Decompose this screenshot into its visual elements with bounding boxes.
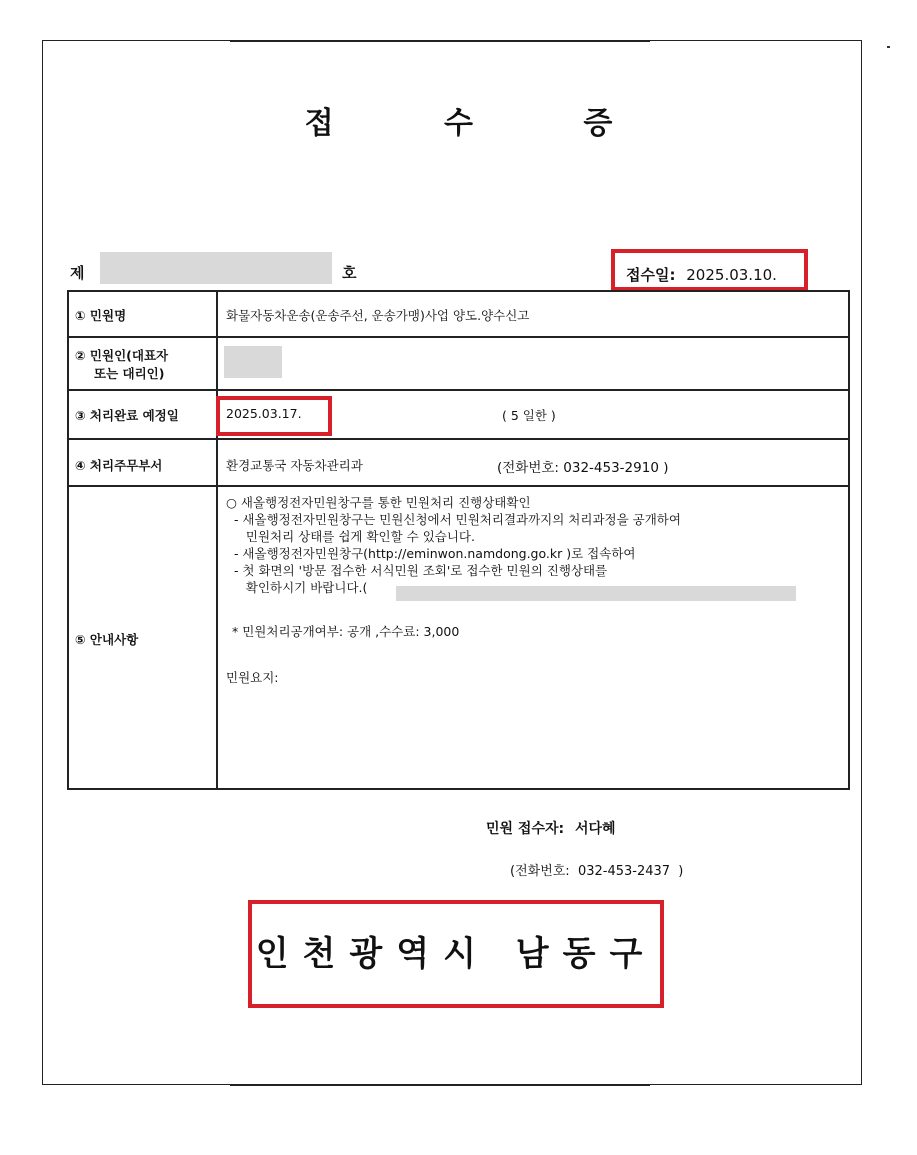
row-divider: [67, 389, 850, 391]
notice-line: - 새올행정전자민원창구(http://eminwon.namdong.go.kr )로 접속하여: [226, 546, 636, 561]
notice-line: - 첫 화면의 '방문 접수한 서식민원 조회'로 접수한 민원의 진행상태를: [226, 563, 608, 578]
notice-line: 민원처리 상태를 쉽게 확인할 수 있습니다.: [226, 529, 475, 544]
redacted-notice-id: [396, 586, 796, 601]
receiver: [486, 818, 616, 838]
complaint-name-value: 화물자동차운송(운송주선, 운송가맹)사업 양도.양수신고: [226, 308, 530, 323]
top-edge-line: [230, 40, 650, 42]
row-label-notice: ⑤ 안내사항: [75, 632, 139, 647]
issuing-office-stamp: 인천광역시 남동구: [248, 900, 664, 1008]
notice-line: - 새올행정전자민원창구는 민원신청에서 민원처리결과까지의 처리과정을 공개하여: [226, 512, 681, 527]
department-phone: (전화번호: 032-453-2910 ): [497, 460, 669, 476]
row-label-applicant-line2: 또는 대리인): [94, 366, 165, 381]
receiver-name: 서다혜: [574, 821, 616, 837]
row-label-due-date: ③ 처리완료 예정일: [75, 408, 179, 423]
due-date-period: ( 5 일한 ): [502, 408, 556, 423]
row-label-applicant: ② 민원인(대표자: [75, 348, 169, 363]
bottom-edge-line: [230, 1084, 650, 1086]
table-column-divider: [216, 290, 218, 790]
row-label-complaint-name: ① 민원명: [75, 308, 127, 323]
doc-number-prefix: 제: [70, 264, 85, 282]
due-date-value: 2025.03.17.: [226, 406, 302, 421]
doc-number-suffix: 호: [342, 264, 357, 282]
document-title: 접 수 증: [304, 106, 663, 141]
row-label-department: ④ 처리주무부서: [75, 458, 163, 473]
redacted-applicant: [224, 346, 282, 378]
notice-text: [226, 494, 846, 596]
notice-line: 확인하시기 바랍니다.(: [226, 580, 368, 595]
notice-line: ○ 새올행정전자민원창구를 통한 민원처리 진행상태확인: [226, 495, 531, 510]
receiver-phone: (전화번호: 032-453-2437 ): [510, 864, 684, 879]
department-value: 환경교통국 자동차관리과: [226, 458, 363, 473]
row-divider: [67, 438, 850, 440]
summary-label: 민원요지:: [226, 670, 279, 685]
fee-line: * 민원처리공개여부: 공개 ,수수료: 3,000: [232, 624, 460, 639]
row-divider: [67, 336, 850, 338]
redacted-doc-number: [100, 252, 332, 284]
row-divider: [67, 485, 850, 487]
receipt-date: [626, 264, 777, 285]
receipt-date-label: 접수일:: [626, 266, 676, 284]
receipt-date-value: 2025.03.10.: [686, 266, 777, 284]
receiver-label: 민원 접수자:: [486, 821, 565, 837]
scan-mark: [887, 46, 890, 48]
